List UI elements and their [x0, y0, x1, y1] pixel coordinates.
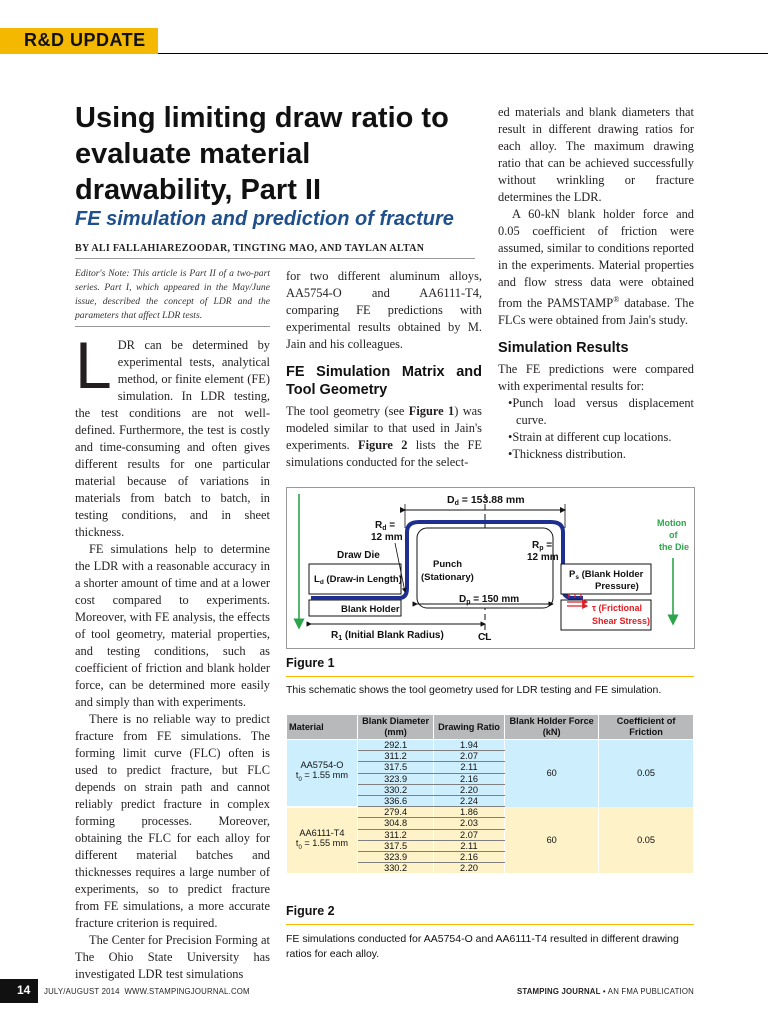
draw-die-label: Draw Die	[337, 550, 380, 561]
rp-label: $R_p$ =	[532, 540, 553, 552]
header-rule	[158, 53, 768, 54]
tool-geometry-diagram	[287, 488, 694, 648]
article-subtitle: FE simulation and prediction of fracture	[75, 208, 454, 230]
column-header: Drawing Ratio	[433, 715, 504, 740]
figure-1-caption: This schematic shows the tool geometry used for LDR testing and FE simulation.	[286, 684, 662, 696]
table-row: 323.9 2.16	[287, 852, 694, 863]
editors-note: Editor's Note: This article is Part II of a two-part series. Part I, which appeared in the May/June issue, described the concept of LDR and the parameters that affect LDR tests.	[75, 268, 270, 321]
figure-2-rule	[286, 924, 694, 925]
editors-note-rule	[75, 326, 270, 327]
pressure-label: Pressure)	[595, 581, 639, 592]
rp-value: 12 mm	[527, 552, 559, 563]
ps-label: $P_s$ (Blank Holder	[569, 569, 644, 581]
paragraph: A 60-kN blank holder force and 0.05 coefficient of friction were assumed, similar to conditions reported in the experiments. Material properties and flow stress data were obtained from the PAMSTAMP® database. The FLCs were obtained from Jain's study.	[498, 207, 694, 328]
punch-state-label: (Stationary)	[421, 572, 474, 583]
tau-label: τ (Frictional	[592, 603, 643, 613]
material-cell: AA5754-O $t_0 = 1.55$ mm	[287, 740, 358, 807]
table-row: 311.2 2.07	[287, 751, 694, 762]
figure-2-reference[interactable]: Figure 2	[358, 438, 408, 452]
byline: BY ALI FALLAHIAREZOODAR, TINGTING MAO, AND TAYLAN ALTAN	[75, 243, 425, 254]
paragraph: The FE predictions were compared with experimental results for:	[498, 362, 694, 394]
paragraph-intro: LDR can be determined by experimental tests, analytical method, or finite element (FE) simulation. In LDR testing, the test conditions are not well-defined. Furthermore, the test is costly and time-consuming and often gives different results for one particular material because of variations in materials from batch to batch, in testing conditions, and in sheet thickness.	[75, 328, 270, 539]
page-number-box	[0, 979, 38, 1003]
motion-label-1: Motion	[657, 518, 687, 528]
paragraph: for two different aluminum alloys, AA5754-O and AA6111-T4, comparing FE predictions with experimental results obtained by M. Jain and his colleagues.	[286, 269, 482, 351]
figure-1-label: Figure 1	[286, 656, 335, 670]
drop-cap: L	[75, 328, 112, 402]
friction-cell: 0.05	[599, 740, 694, 807]
column-header: Blank Diameter (mm)	[358, 715, 433, 740]
ld-label: $L_d$ (Draw-in Length)	[314, 574, 402, 586]
blank-holder-label: Blank Holder	[341, 604, 400, 615]
force-cell: 60	[505, 807, 599, 874]
r1-label: $R_1$ (Initial Blank Radius)	[331, 630, 444, 642]
table-row: 330.2 2.20	[287, 863, 694, 874]
section-tag	[0, 28, 158, 54]
list-item: •Thickness distribution.	[508, 447, 626, 462]
table-row: 311.2 2.07	[287, 829, 694, 840]
footer-right: STAMPING JOURNAL • AN FMA PUBLICATION	[516, 987, 694, 996]
friction-cell: 0.05	[599, 807, 694, 874]
table-row: 304.8 2.03	[287, 818, 694, 829]
cl-label: CL	[478, 632, 492, 643]
force-cell: 60	[505, 740, 599, 807]
paragraph: The Center for Precision Forming at The Ohio State University has investigated LDR test simulations	[75, 933, 270, 981]
table-row: AA5754-O $t_0 = 1.55$ mm 292.1 1.94 60 0.05	[287, 740, 694, 751]
table-row: 330.2 2.20	[287, 784, 694, 795]
byline-rule	[75, 258, 475, 259]
column-header: Blank Holder Force (kN)	[505, 715, 599, 740]
column-1	[75, 328, 270, 983]
column-3	[498, 104, 694, 463]
page-number: 14	[17, 983, 31, 997]
paragraph: The tool geometry (see Figure 1) was modeled similar to that used in Jain's experiments. Figure 2 lists the FE simulations conducted for the select-	[286, 404, 483, 469]
figure-1-rule	[286, 676, 694, 677]
dp-label: $D_p = 150$ mm	[459, 594, 520, 606]
material-cell: AA6111-T4 $t_0 = 1.55$ mm	[287, 807, 358, 874]
table-row: 323.9 2.16	[287, 773, 694, 784]
table-row: 317.5 2.11	[287, 762, 694, 773]
list-item: •Punch load versus displacement curve.	[508, 396, 694, 428]
rd-value: 12 mm	[371, 532, 403, 543]
section-tag-label: R&D UPDATE	[24, 30, 146, 50]
figure-2-label: Figure 2	[286, 904, 335, 918]
column-2	[286, 268, 482, 471]
column-header: Material	[287, 715, 358, 740]
paragraph: ed materials and blank diameters that result in different drawing ratios for each alloy. The maximum drawing ratio that can be achieved successfully without wrinkling or fracture determines the LDR.	[498, 105, 694, 204]
figure-2-caption: FE simulations conducted for AA5754-O and AA6111-T4 resulted in different drawing ratios for each alloy.	[286, 933, 679, 960]
simulation-table	[286, 714, 694, 873]
paragraph: There is no reliable way to predict fracture from FE simulations. The forming limit curve (FLC) often is used to predict fracture, but FLC depends on strain path and cannot reliably predict fracture in complex forming processes. Moreover, obtaining the FLC for each alloy for different material batches and thicknesses requires a large number of experiments, so to predict fracture from FE simulations, a more accurate fracture criterion is required.	[75, 712, 270, 930]
section-heading-simulation-matrix: FE Simulation Matrix and Tool Geometry	[286, 364, 482, 398]
shear-label: Shear Stress)	[592, 616, 651, 626]
article-title: Using limiting draw ratio to evaluate material drawability, Part II	[75, 102, 449, 206]
motion-label-3: the Die	[659, 542, 690, 552]
section-heading-simulation-results: Simulation Results	[498, 340, 629, 357]
list-item: •Strain at different cup locations.	[508, 430, 672, 445]
table-row: 317.5 2.11	[287, 840, 694, 851]
figure-1-reference[interactable]: Figure 1	[408, 404, 455, 418]
results-list	[498, 395, 694, 463]
table-row: AA6111-T4 $t_0 = 1.55$ mm 279.4 1.86 60 0.05	[287, 807, 694, 818]
figure-1-schematic	[286, 487, 695, 649]
footer-left: JULY/AUGUST 2014 WWW.STAMPINGJOURNAL.COM	[44, 987, 250, 996]
punch-label: Punch	[433, 559, 463, 570]
column-header: Coefficient of Friction	[599, 715, 694, 740]
paragraph: FE simulations help to determine the LDR with a reasonable accuracy in a shorter amount of time and at a lower cost compared to experiments. Moreover, with FE analysis, the effects of tool geometry, material properties, and testing conditions, such as coefficient of friction and blank holder force, can be determined more easily and simply than with experiments.	[75, 542, 270, 709]
rd-label: $R_d$ =	[375, 520, 396, 532]
motion-label-2: of	[669, 530, 678, 540]
table-row: 336.6 2.24	[287, 796, 694, 807]
table-header-row	[287, 715, 694, 740]
dd-label: Dd = 153.88 mm	[447, 494, 525, 507]
